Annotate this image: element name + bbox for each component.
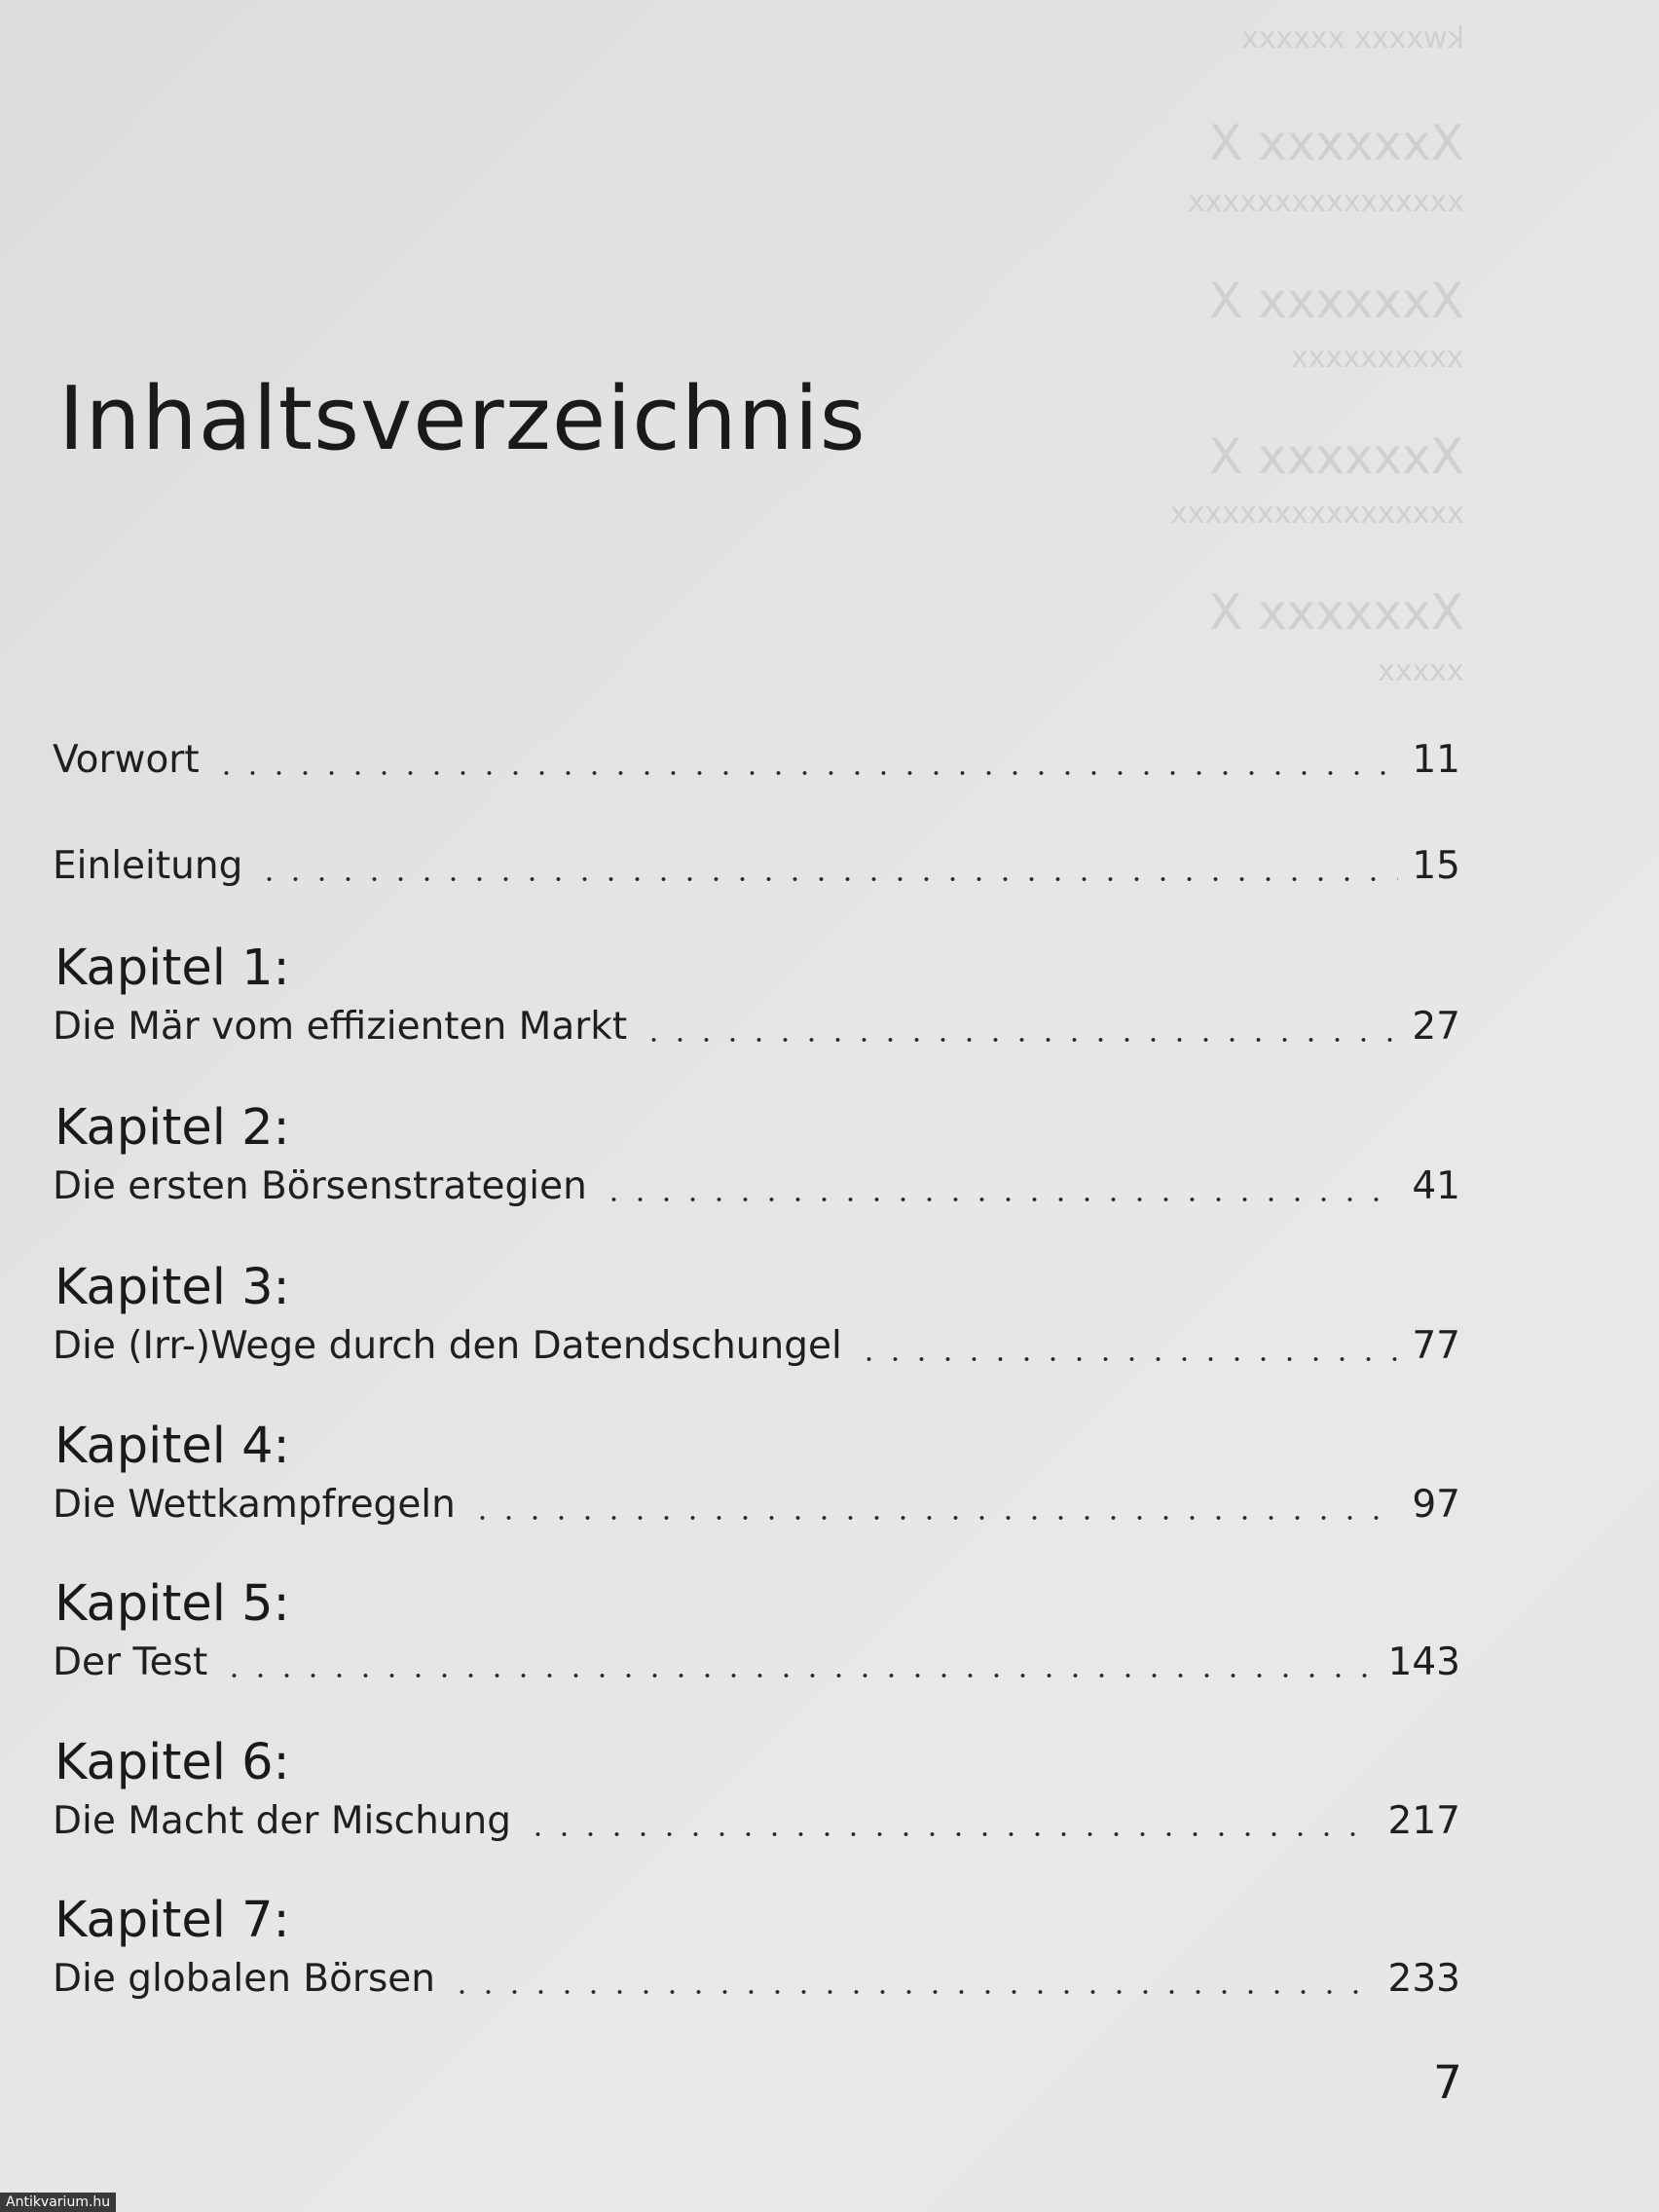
toc-row <box>53 838 1460 895</box>
toc-entry-kapitel-1 <box>53 939 1460 1055</box>
toc-entry-kapitel-7 <box>53 1891 1460 2008</box>
chapter-label: Kapitel 4: <box>55 1418 290 1475</box>
toc-entry-title: Vorwort <box>53 738 200 782</box>
dot-leader <box>856 1357 1398 1361</box>
chapter-label: Kapitel 3: <box>55 1259 290 1316</box>
dot-leader <box>641 1038 1398 1042</box>
toc-entry-vorwort <box>53 732 1460 789</box>
toc-entry-einleitung <box>53 838 1460 895</box>
dot-leader <box>221 1674 1374 1677</box>
show-through-ghost-text: kwxxxx xxxxxx Xxxxxxx X xxxxxxxxxxxxxxxx Xxxxxxx X xxxxxxxxxx Xxxxxxx X xxxxxxxxxxxxxxxxx Xxxxxxx X xxxxx <box>1170 21 1464 688</box>
toc-entry-kapitel-6 <box>53 1733 1460 1850</box>
toc-page-number: 15 <box>1412 844 1460 888</box>
toc-row <box>53 1477 1460 1533</box>
toc-page-number: 77 <box>1412 1324 1460 1368</box>
chapter-label: Kapitel 1: <box>55 940 290 997</box>
dot-leader <box>525 1832 1375 1836</box>
dot-leader <box>601 1198 1398 1201</box>
toc-entry-title: Einleitung <box>53 844 243 888</box>
toc-entry-title: Die Mär vom effizienten Markt <box>53 1005 628 1049</box>
toc-page-number: 233 <box>1387 1957 1460 2001</box>
page-number: 7 <box>1433 2056 1462 2110</box>
toc-row <box>53 1793 1460 1850</box>
dot-leader <box>449 1990 1375 1994</box>
toc-entry-kapitel-4 <box>53 1417 1460 1533</box>
page-title: Inhaltsverzeichnis <box>58 368 866 470</box>
toc-entry-title: Die (Irr-)Wege durch den Datendschungel <box>53 1324 842 1368</box>
toc-entry-kapitel-5 <box>53 1574 1460 1691</box>
toc-row <box>53 1159 1460 1215</box>
toc-row <box>53 1635 1460 1691</box>
chapter-label: Kapitel 6: <box>55 1734 290 1791</box>
dot-leader <box>256 877 1398 881</box>
toc-row <box>53 999 1460 1055</box>
chapter-label: Kapitel 5: <box>55 1575 290 1633</box>
watermark: Antikvarium.hu <box>0 2193 116 2212</box>
toc-entry-title: Die ersten Börsenstrategien <box>53 1164 587 1208</box>
dot-leader <box>469 1516 1398 1520</box>
toc-page-number: 41 <box>1412 1164 1460 1208</box>
toc-entry-title: Die globalen Börsen <box>53 1957 435 2001</box>
dot-leader <box>213 771 1398 775</box>
toc-entry-kapitel-2 <box>53 1098 1460 1215</box>
toc-page-number: 143 <box>1387 1641 1460 1684</box>
toc-row <box>53 732 1460 789</box>
toc-entry-title: Die Wettkampfregeln <box>53 1483 456 1527</box>
toc-row <box>53 1951 1460 2008</box>
toc-row <box>53 1318 1460 1375</box>
toc-entry-title: Der Test <box>53 1641 208 1684</box>
toc-page-number: 217 <box>1387 1799 1460 1843</box>
toc-page-number: 27 <box>1412 1005 1460 1049</box>
toc-entry-title: Die Macht der Mischung <box>53 1799 511 1843</box>
chapter-label: Kapitel 7: <box>55 1892 290 1949</box>
chapter-label: Kapitel 2: <box>55 1099 290 1157</box>
toc-entry-kapitel-3 <box>53 1258 1460 1375</box>
toc-page-number: 11 <box>1412 738 1460 782</box>
toc-page-number: 97 <box>1412 1483 1460 1527</box>
